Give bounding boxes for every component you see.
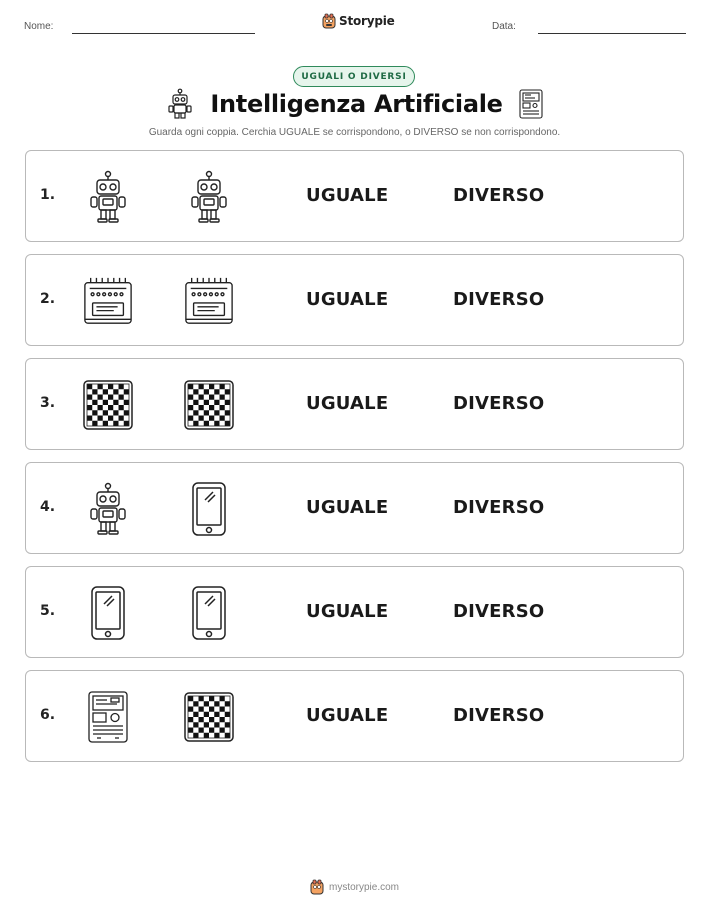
row-number: 6. <box>40 707 56 723</box>
robot-icon <box>166 88 194 120</box>
same-option[interactable]: UGUALE <box>306 393 389 414</box>
chessboard-icon <box>183 378 235 432</box>
robot-icon <box>82 170 134 224</box>
row-number: 2. <box>40 291 56 307</box>
different-option[interactable]: DIVERSO <box>453 289 545 310</box>
storypie-mascot-icon <box>322 13 336 29</box>
page-title: Intelligenza Artificiale <box>210 90 503 118</box>
date-label: Data: <box>492 21 516 32</box>
chessboard-icon <box>183 690 235 744</box>
same-option[interactable]: UGUALE <box>306 185 389 206</box>
instructions: Guarda ogni coppia. Cerchia UGUALE se corrispondono, o DIVERSO se non corrispondono. <box>148 127 561 138</box>
row-number: 1. <box>40 187 56 203</box>
same-option[interactable]: UGUALE <box>306 601 389 622</box>
different-option[interactable]: DIVERSO <box>453 393 545 414</box>
name-label: Nome: <box>24 21 54 32</box>
title-row <box>0 88 709 120</box>
same-option[interactable]: UGUALE <box>306 289 389 310</box>
same-option[interactable]: UGUALE <box>306 497 389 518</box>
different-option[interactable]: DIVERSO <box>453 185 545 206</box>
footer-url[interactable]: mystorypie.com <box>328 881 399 893</box>
activity-badge: UGUALI O DIVERSI <box>293 66 415 87</box>
ai-machine-icon <box>183 274 235 328</box>
exercise-row <box>25 254 684 346</box>
row-number: 5. <box>40 603 56 619</box>
brand-logo <box>322 13 395 29</box>
exercise-row <box>25 566 684 658</box>
circuit-panel-icon <box>82 690 134 744</box>
exercise-row <box>25 150 684 242</box>
robot-icon <box>82 482 134 536</box>
row-number: 4. <box>40 499 56 515</box>
smartphone-icon <box>82 586 134 640</box>
chessboard-icon <box>82 378 134 432</box>
smartphone-icon <box>183 482 235 536</box>
footer <box>0 879 709 895</box>
same-option[interactable]: UGUALE <box>306 705 389 726</box>
smartphone-icon <box>183 586 235 640</box>
exercise-row <box>25 358 684 450</box>
exercise-row <box>25 670 684 762</box>
different-option[interactable]: DIVERSO <box>453 601 545 622</box>
exercise-row <box>25 462 684 554</box>
storypie-mascot-icon <box>310 879 324 895</box>
date-field[interactable] <box>538 33 686 34</box>
different-option[interactable]: DIVERSO <box>453 705 545 726</box>
different-option[interactable]: DIVERSO <box>453 497 545 518</box>
brand-name: Storypie <box>339 14 395 28</box>
robot-icon <box>183 170 235 224</box>
row-number: 3. <box>40 395 56 411</box>
circuit-panel-icon <box>519 89 543 119</box>
name-field[interactable] <box>72 33 255 34</box>
ai-machine-icon <box>82 274 134 328</box>
